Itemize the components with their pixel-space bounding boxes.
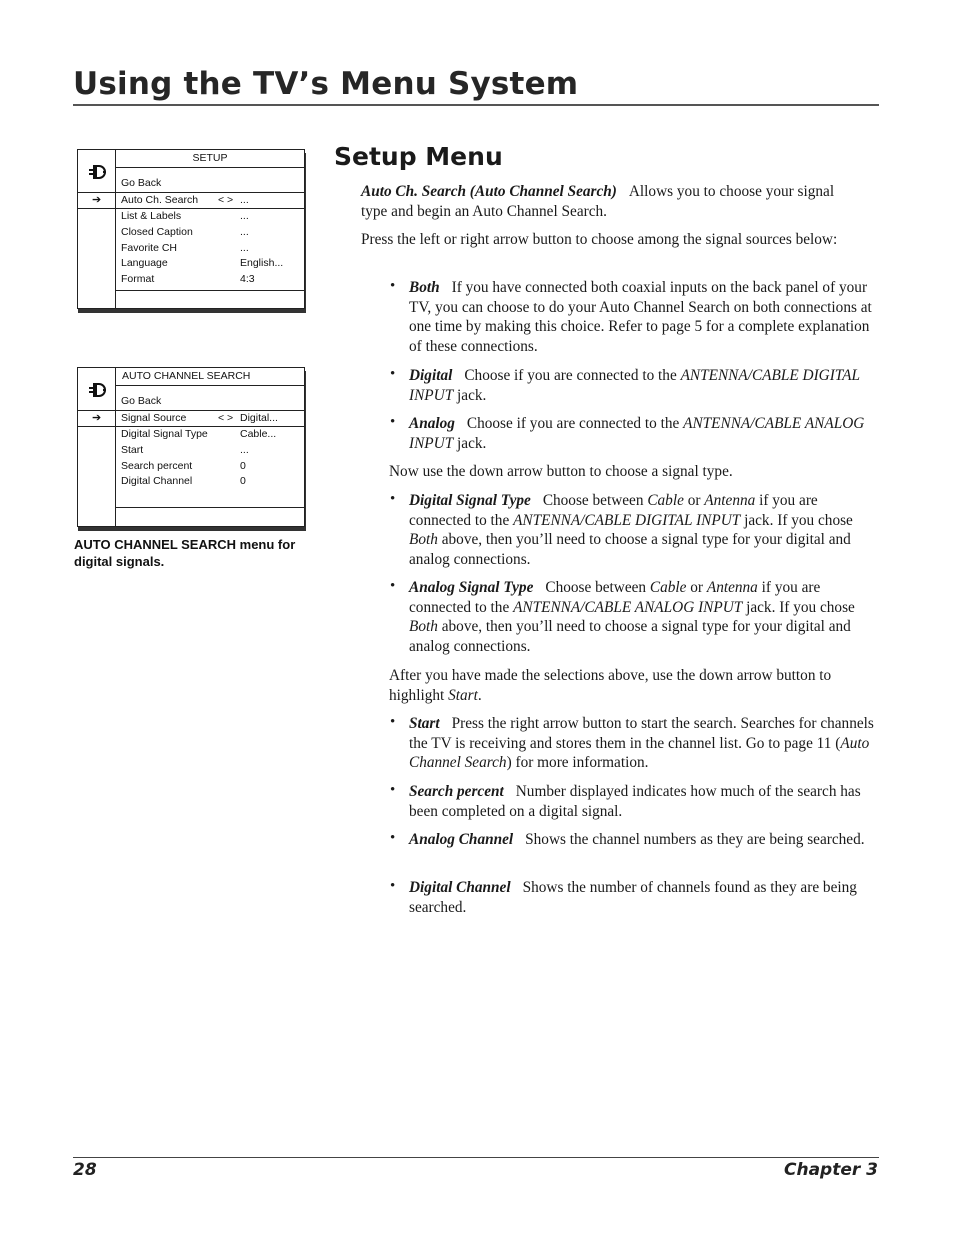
text: Number displayed indicates how much of the search has been completed on a digital signal.: [409, 783, 861, 820]
menu-item[interactable]: [78, 209, 304, 225]
page-number: 28: [73, 1160, 97, 1180]
text: After you have made the selections above, use the down arrow button to highlight: [389, 667, 832, 704]
bullet-both: [409, 278, 881, 356]
menu-item-label: Digital Channel: [121, 475, 193, 488]
menu-item[interactable]: [78, 474, 304, 490]
menu-bottom-divider: [116, 507, 304, 508]
menu-item-label: Signal Source: [121, 411, 187, 424]
bullet-mark: •: [390, 366, 396, 382]
bullet-digital: [409, 366, 881, 405]
term: Digital Signal Type: [409, 492, 531, 509]
menu-item-label: Start: [121, 444, 144, 457]
text: If you have connected both coaxial inputs on the back panel of your TV, you can choose to do your Auto Channel Search on both connections at one time by making this choice. Refer to page 5 for a complete explanation of these connections.: [409, 279, 872, 355]
menu-item-label: Go Back: [121, 177, 162, 189]
emphasis: ANTENNA/CABLE ANALOG INPUT: [409, 415, 865, 452]
bullet-mark: •: [390, 278, 396, 294]
menu-item-value: Digital...: [240, 411, 278, 424]
section-title: Setup Menu: [334, 142, 503, 171]
text: if you are connected to the: [409, 579, 821, 616]
footer-rule: [73, 1157, 879, 1158]
text: jack.: [453, 434, 487, 452]
text: above, then you’ll need to choose a signal type for your digital and analog connections.: [409, 618, 851, 655]
menu-item[interactable]: [78, 272, 304, 288]
chapter-label: Chapter 3: [783, 1160, 878, 1180]
bullet-mark: •: [390, 782, 396, 798]
title-divider: [116, 167, 304, 168]
paragraph-highlight-start: [389, 666, 879, 705]
text: .: [477, 686, 482, 704]
menu-item-label: Language: [121, 257, 168, 270]
emphasis: Auto Channel Search: [409, 734, 870, 772]
bullet-search-percent: [409, 782, 881, 821]
emphasis: Both: [409, 618, 438, 636]
menu-item-value: 4:3: [240, 273, 255, 286]
term: Analog Channel: [409, 831, 514, 848]
menu-item-value: 0: [240, 459, 246, 472]
title-divider: [116, 385, 304, 386]
menu-item-label: Favorite CH: [121, 241, 178, 254]
term: Digital Channel: [409, 879, 511, 896]
bullet-mark: •: [390, 578, 396, 594]
menu-item[interactable]: [78, 410, 304, 428]
menu-item-label: Search percent: [121, 459, 193, 472]
emphasis: Antenna: [704, 492, 756, 509]
bullet-mark: •: [390, 878, 396, 894]
menu-item-label: Format: [121, 273, 155, 286]
selection-arrow-icon: ➔: [92, 193, 102, 206]
menu-bottom-divider: [116, 290, 304, 291]
text: or: [686, 579, 707, 596]
figure-caption: AUTO CHANNEL SEARCH menu for digital signals.: [74, 537, 296, 569]
menu-item[interactable]: [78, 176, 304, 192]
text: jack. If you chose: [740, 511, 853, 529]
text: Choose if you are connected to the: [466, 415, 684, 432]
bullet-mark: •: [390, 414, 396, 430]
menu-item-label: Auto Ch. Search: [121, 193, 199, 206]
setup-menu-items: [78, 176, 304, 288]
emphasis: ANTENNA/CABLE ANALOG INPUT: [513, 598, 743, 616]
term: Auto Ch. Search (Auto Channel Search): [361, 183, 617, 200]
bullet-analog-signal-type: [409, 578, 881, 656]
bullet-mark: •: [390, 714, 396, 730]
menu-item-label: Digital Signal Type: [121, 428, 208, 441]
menu-item-value: ...: [240, 193, 249, 206]
acs-menu-items: [78, 394, 304, 490]
text: Press the right arrow button to start the search. Searches for channels the TV is receiving and stores them in the channel list. Go to page 11 (: [409, 715, 874, 752]
menu-item-value: English...: [240, 257, 284, 270]
menu-item[interactable]: [78, 225, 304, 241]
text: ) for more information.: [506, 754, 649, 772]
text: above, then you’ll need to choose a signal type for your digital and analog connections.: [409, 531, 851, 568]
bullet-mark: •: [390, 491, 396, 507]
emphasis: Antenna: [706, 579, 758, 596]
setup-menu-screen: [77, 149, 305, 309]
menu-item-arrows: < >: [218, 193, 234, 206]
menu-item-value: 0: [240, 475, 246, 488]
term: Both: [409, 279, 440, 296]
menu-item[interactable]: [78, 443, 304, 459]
menu-item-label: Go Back: [121, 395, 162, 407]
term: Search percent: [409, 783, 504, 800]
term: Start: [409, 715, 440, 732]
menu-item[interactable]: [78, 427, 304, 443]
menu-item-value: ...: [240, 226, 249, 239]
menu-item-value: Cable...: [240, 428, 277, 441]
menu-item-value: ...: [240, 241, 249, 254]
text: jack. If you chose: [742, 598, 855, 616]
term: Digital: [409, 367, 453, 384]
emphasis: ANTENNA/CABLE DIGITAL INPUT: [409, 367, 860, 404]
text: Choose if you are connected to the: [464, 367, 681, 384]
term: Analog: [409, 415, 455, 432]
bullet-mark: •: [390, 830, 396, 846]
term: Analog Signal Type: [409, 579, 534, 596]
selection-arrow-icon: ➔: [92, 411, 102, 424]
paragraph-signal-sources: Press the left or right arrow button to choose among the signal sources below:: [361, 231, 838, 248]
bullet-analog: [409, 414, 881, 453]
text: Allows you to choose your signal type and begin an Auto Channel Search.: [361, 183, 835, 220]
menu-item-value: ...: [240, 444, 249, 457]
menu-item[interactable]: [78, 394, 304, 410]
text: if you are connected to the: [409, 492, 818, 529]
acs-menu-title: AUTO CHANNEL SEARCH: [122, 370, 251, 382]
setup-menu-title: SETUP: [192, 152, 228, 164]
bullet-analog-channel: [409, 830, 881, 850]
bullet-start: [409, 714, 881, 773]
text: Choose between: [542, 492, 648, 509]
emphasis: Start: [448, 686, 478, 704]
emphasis: Cable: [649, 579, 687, 596]
paragraph-auto-ch-search: [361, 182, 861, 221]
menu-item[interactable]: [78, 192, 304, 210]
text: Shows the channel numbers as they are being searched.: [525, 831, 865, 848]
bullet-digital-signal-type: [409, 491, 881, 569]
menu-item[interactable]: [78, 241, 304, 257]
menu-item-label: Closed Caption: [121, 226, 193, 239]
menu-item-arrows: < >: [218, 411, 234, 424]
text: Shows the number of channels found as they are being searched.: [409, 879, 857, 916]
menu-item-label: List & Labels: [121, 210, 182, 223]
text: or: [683, 492, 705, 509]
emphasis: Both: [409, 531, 438, 549]
bullet-digital-channel: [409, 878, 881, 917]
menu-item[interactable]: [78, 459, 304, 475]
page-header-title: Using the TV’s Menu System: [73, 66, 579, 102]
text: Choose between: [545, 579, 650, 596]
text: jack.: [453, 386, 487, 404]
auto-channel-search-screen: [77, 367, 305, 527]
menu-item[interactable]: [78, 256, 304, 272]
paragraph-choose-signal-type: Now use the down arrow button to choose a signal type.: [389, 463, 733, 480]
emphasis: Cable: [647, 492, 684, 509]
menu-item-value: ...: [240, 210, 249, 223]
emphasis: ANTENNA/CABLE DIGITAL INPUT: [513, 511, 741, 529]
header-rule: [73, 104, 879, 106]
